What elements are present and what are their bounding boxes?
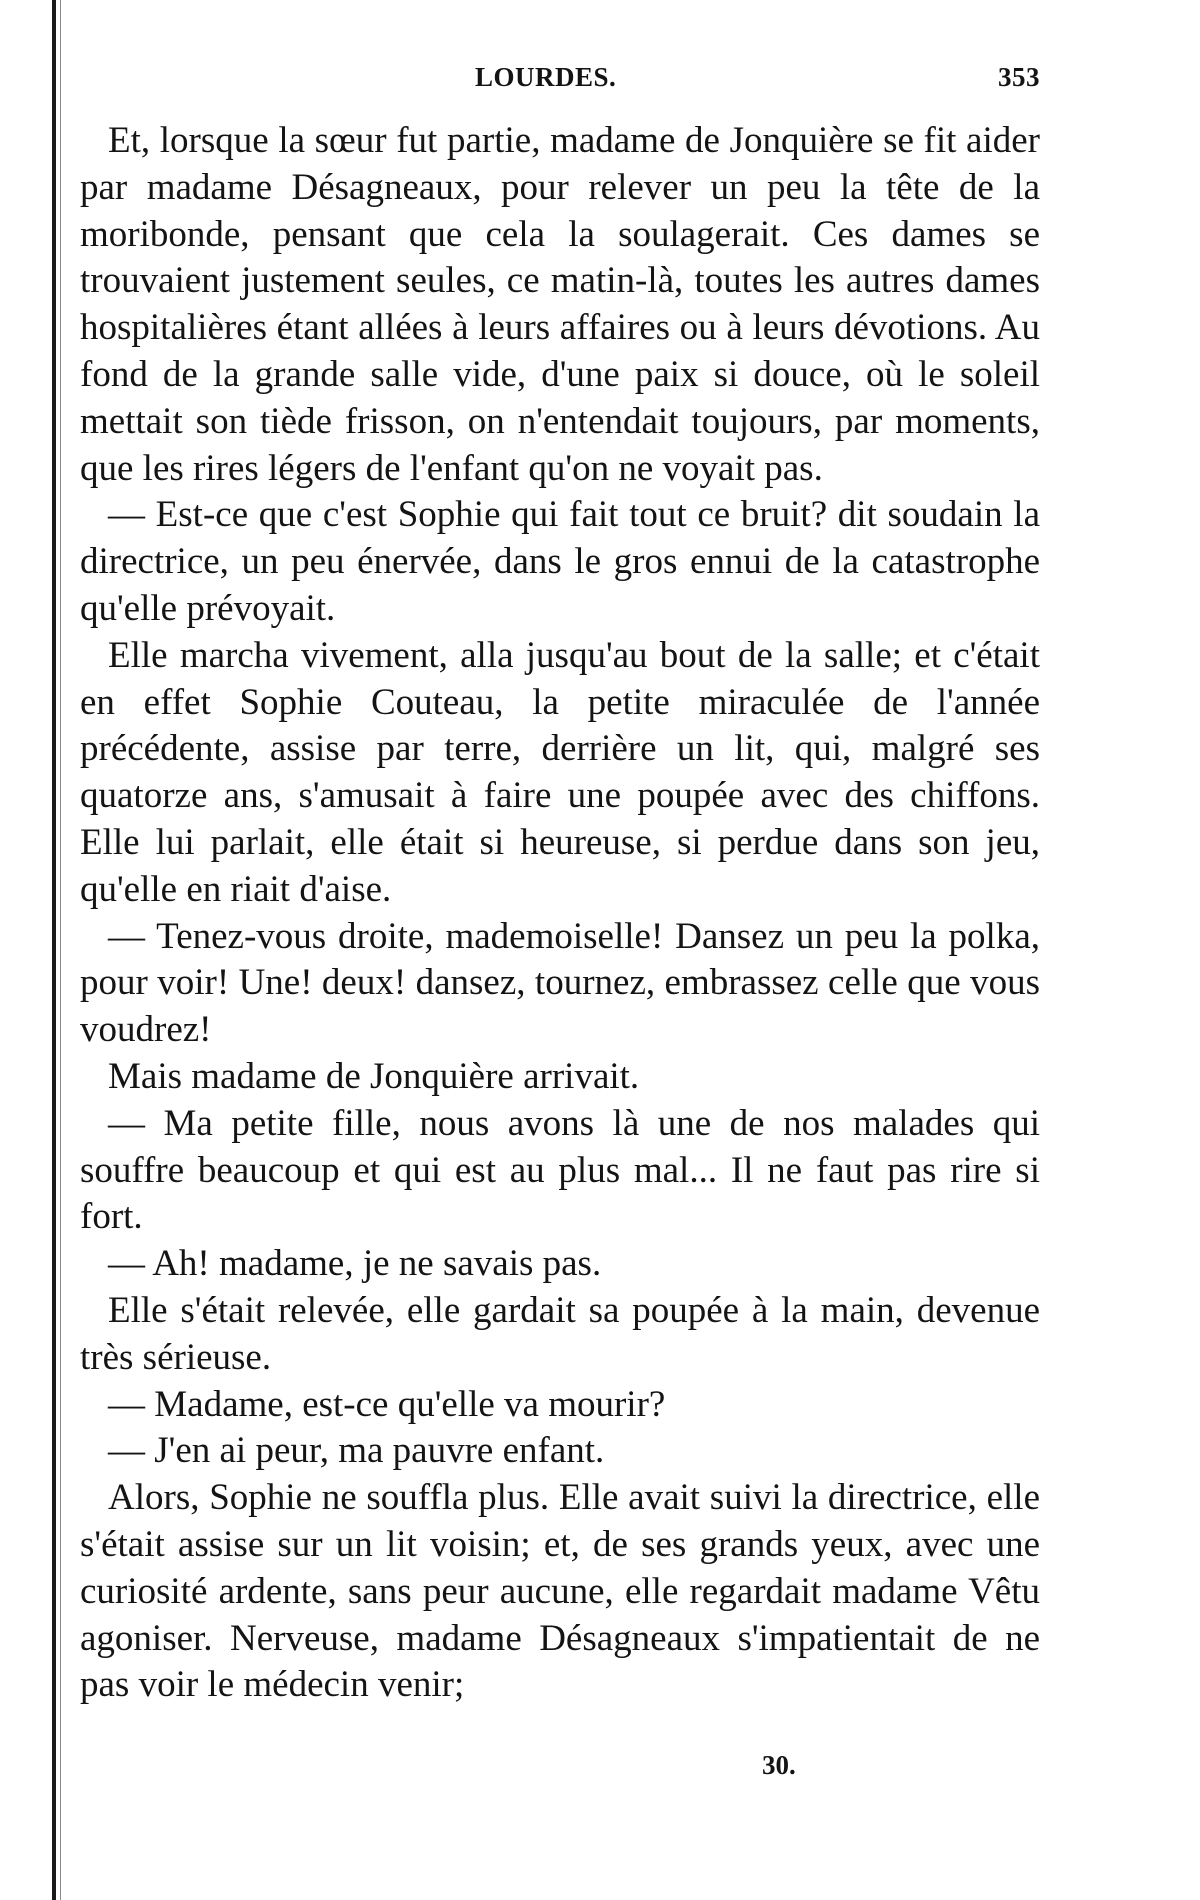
paragraph: — Ma petite fille, nous avons là une de nos malades qui souffre beaucoup et qui est au plus mal... Il ne faut pas rire si fort. bbox=[80, 1102, 1040, 1238]
running-title: LOURDES. bbox=[475, 62, 617, 92]
binding-edge-shadow bbox=[60, 0, 61, 1900]
paragraph: Alors, Sophie ne souffla plus. Elle avait suivi la directrice, elle s'était assise sur un lit voisin; et, de ses grands yeux, avec une curiosité ardente, sans peur aucune, elle regardait madame Vêtu agoniser. Nerveuse, madame Désagneaux s'impatientait de ne pas voir le médecin venir; bbox=[80, 1477, 1040, 1706]
paragraph: — Ah! madame, je ne savais pas. bbox=[108, 1243, 602, 1285]
page-number: 353 bbox=[998, 62, 1040, 92]
paragraph: — Madame, est-ce qu'elle va mourir? bbox=[108, 1383, 666, 1425]
signature-mark: 30. bbox=[762, 1750, 796, 1780]
binding-edge bbox=[52, 0, 56, 1900]
paragraph: Elle marcha vivement, alla jusqu'au bout de la salle; et c'était en effet Sophie Couteau, la petite miraculée de l'année précédente, assise par terre, derrière un lit, qui, malgré ses quatorze ans, s'amusait à faire une poupée avec des chiffons. Elle lui parlait, elle était si heureuse, si perdue dans son jeu, qu'elle en riait d'aise. bbox=[80, 634, 1040, 910]
paragraph: — Tenez-vous droite, mademoiselle! Dansez un peu la polka, pour voir! Une! deux! dansez, tournez, embrassez celle que vous voudrez! bbox=[80, 915, 1040, 1051]
paragraph: — Est-ce que c'est Sophie qui fait tout ce bruit? dit soudain la directrice, un peu énervée, dans le gros ennui de la catastrophe qu'elle prévoyait. bbox=[80, 494, 1040, 629]
paragraph: Elle s'était relevée, elle gardait sa poupée à la main, devenue très sérieuse. bbox=[80, 1289, 1040, 1378]
running-head bbox=[80, 62, 1040, 102]
paragraph: Mais madame de Jonquière arrivait. bbox=[108, 1055, 640, 1097]
paragraph: Et, lorsque la sœur fut partie, madame de Jonquière se fit aider par madame Désagneaux, pour relever un peu la tête de la moribonde, pensant que cela la soulagerait. Ces dames se trouvaient justement seules, ce matin-là, toutes les autres dames hospitalières étant allées à leurs affaires ou à leurs dévotions. Au fond de la grande salle vide, d'une paix si douce, où le soleil mettait son tiède frisson, on n'entendait toujours, par moments, que les rires légers de l'enfant qu'on ne voyait pas. bbox=[80, 120, 1040, 489]
paragraph: — J'en ai peur, ma pauvre enfant. bbox=[108, 1430, 605, 1472]
body-text bbox=[80, 118, 1040, 1709]
